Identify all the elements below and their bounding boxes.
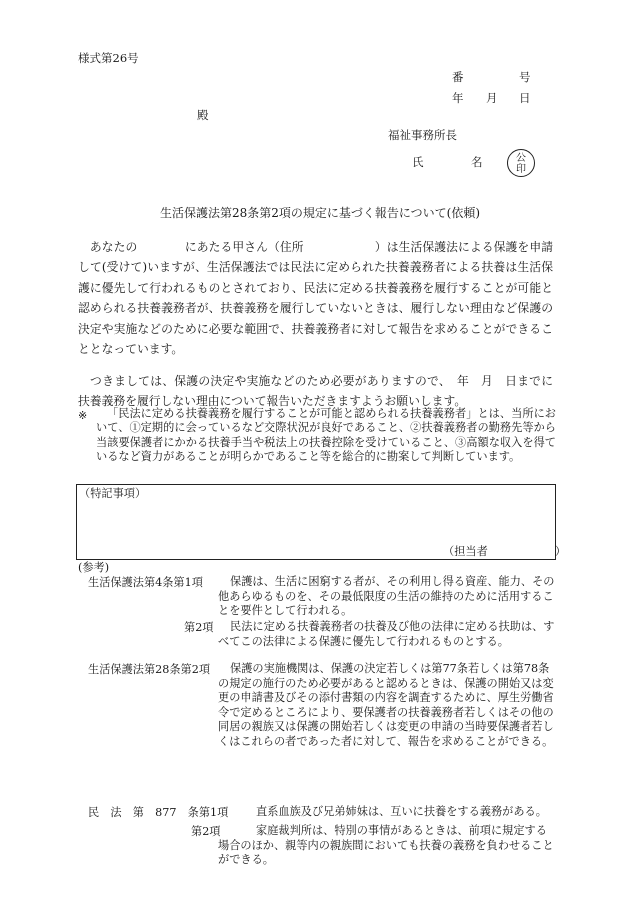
ref-art4-p1: 保護は、生活に困窮する者が、その利用し得る資産、能力、その他あらゆるものを、その最低限度の生活の維持のために活用することを要件として行われる。 — [218, 575, 555, 618]
special-notes-box — [76, 484, 567, 560]
number-suffix: 号 — [519, 70, 531, 84]
seal-top-char: 公 — [516, 153, 526, 164]
document-title: 生活保護法第28条第2項の規定に基づく報告について(依頼) — [160, 206, 481, 220]
ref-civil-p2-label: 第2項 — [191, 825, 221, 838]
ref-civil-label: 民 法 第 877 条第1項 — [88, 806, 229, 819]
note-mark: ※ — [78, 409, 88, 422]
office-head: 福祉事務所長 — [388, 128, 457, 142]
number-label: 番 — [452, 70, 464, 84]
date-year: 年 — [452, 91, 464, 105]
ref-art28-label: 生活保護法第28条第2項 — [88, 663, 211, 676]
ref-art4-label: 生活保護法第4条第1項 — [88, 576, 203, 589]
date-day: 日 — [519, 91, 531, 105]
ref-art4-p2: 民法に定める扶養義務者の扶養及び他の法律に定める扶助は、すべてこの法律による保護に優先して行われるものとする。 — [218, 620, 555, 648]
reference-heading: (参考) — [78, 561, 110, 574]
official-seal — [507, 149, 535, 177]
ref-art4-p2-label: 第2項 — [184, 621, 214, 634]
ref-art28: 保護の実施機関は、保護の決定若しくは第77条若しくは第78条の規定の施行のため必要があると認めるときは、保護の開始又は変更の申請書及びその添付書類の内容を調査するために、厚生労働省令で定めるところにより、要保護者の扶養義務者若しくはその他の同居の親族又は保護の開始若しくは変更の申請の当時要保護者若しくはこれらの者であった者に対して、報告を求めることができる。 — [218, 662, 554, 748]
addressee-honorific: 殿 — [197, 108, 209, 122]
date-month: 月 — [486, 91, 498, 105]
form-number: 様式第26号 — [78, 51, 139, 65]
ref-civil-p2: 家庭裁判所は、特別の事情があるときは、前項に規定する場合のほか、親等内の親族間においても扶養の義務を負わせることができる。 — [218, 824, 554, 867]
special-notes-label: （特記事項） — [79, 487, 147, 500]
name-label-shi: 氏 — [412, 155, 424, 169]
ref-civil-p1: 直系血族及び兄弟姉妹は、互いに扶養をする義務がある。 — [256, 805, 547, 818]
body-paragraph-2: つきましては、保護の決定や実施などのため必要がありますので、 年 月 日までに扶養義務を履行しない理由について報告いただきますようお願いします。 — [78, 374, 553, 409]
staff-label: （担当者 ） — [443, 545, 567, 558]
name-label-mei: 名 — [471, 155, 483, 169]
note-text: 「民法に定める扶養義務を履行することが可能と認められる扶養義務者」とは、当所において、①定期的に会っているなど交際状況が良好であること、②扶養義務者の勤務先等から当該要保護者にかかる扶養手当や税法上の扶養控除を受けていること、③高額な収入を得ているなど資力があることが明らかであること等を総合的に勘案して判断しています。 — [96, 407, 556, 464]
body-paragraph-1: あなたの にあたる甲さん（住所 ）は生活保護法による保護を申請して(受けて)いますが、生活保護法では民法に定められた扶養義務者による扶養は生活保護に優先して行われるものとされており、民法に定める扶養義務を履行することが可能と認められる扶養義務者が、扶養義務を履行していないときは、履行しない理由など保護の決定や実施などのために必要な範囲で、扶養義務者に対して報告を求めることができることとなっています。 — [78, 240, 553, 357]
seal-bottom-char: 印 — [516, 164, 526, 175]
